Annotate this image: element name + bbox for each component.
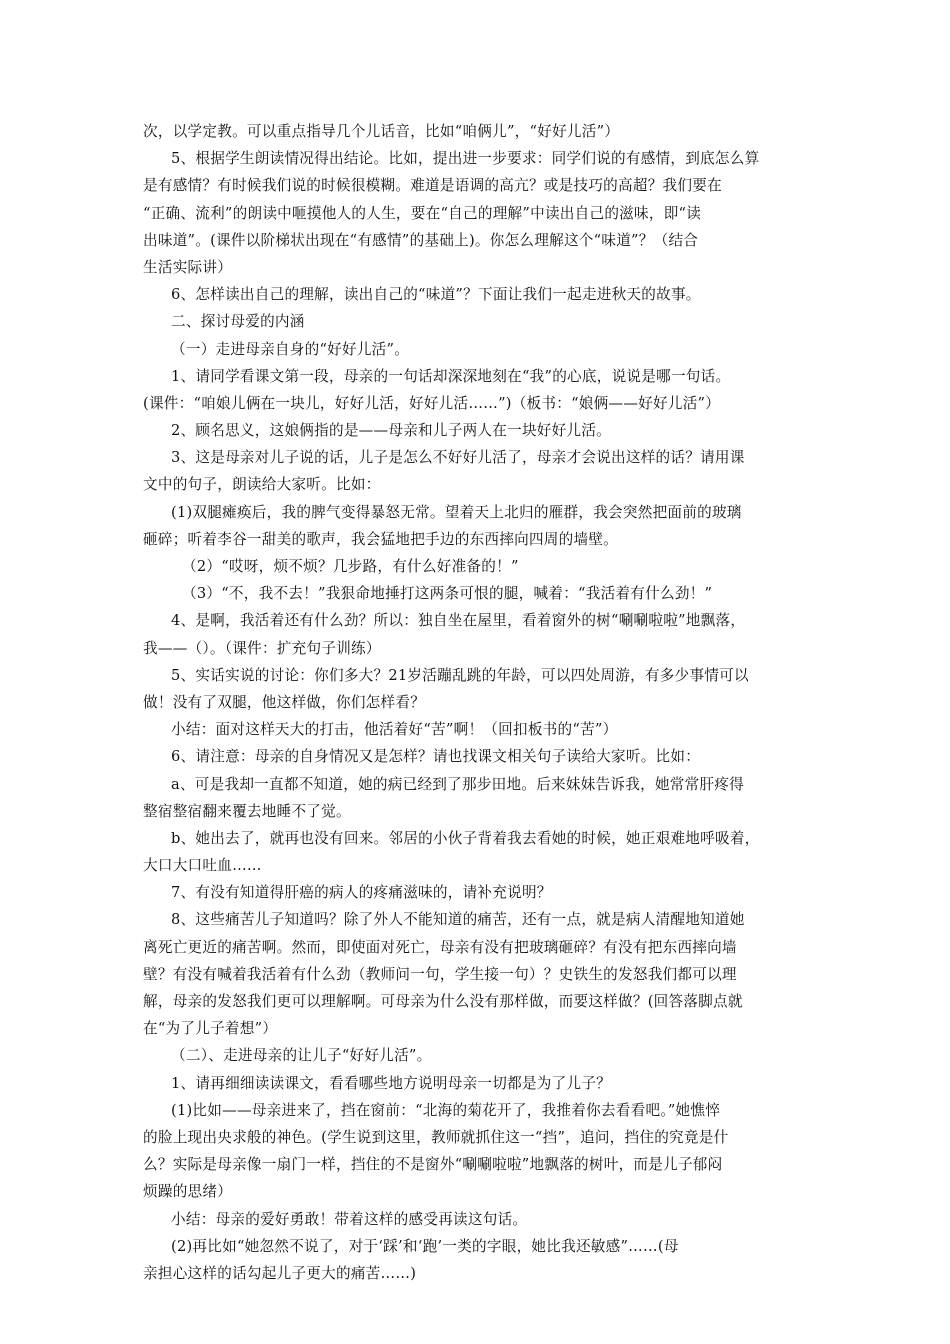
text-line: 3、这是母亲对儿子说的话，儿子是怎么不好好儿活了，母亲才会说出这样的话？请用课 <box>171 449 745 467</box>
text-line: 小结：母亲的爱好勇敢！带着这样的感受再读这句话。 <box>171 1210 528 1228</box>
text-line: 6、怎样读出自己的理解，读出自己的“味道”？下面让我们一起走进秋天的故事。 <box>171 286 701 304</box>
text-line: 在“为了儿子着想”） <box>143 1020 278 1038</box>
text-line: 大口大口吐血…… <box>143 857 262 875</box>
text-line: 解，母亲的发怒我们更可以理解啊。可母亲为什么没有那样做，而要这样做？(回答落脚点就 <box>143 993 743 1010</box>
text-line: （3）“不，我不去！”我狠命地捶打这两条可恨的腿，喊着：“我活着有什么劲！” <box>182 585 713 603</box>
text-line: 离死亡更近的痛苦啊。然而，即使面对死亡，母亲有没有把玻璃砸碎？有没有把东西摔向墙 <box>143 938 737 956</box>
text-line: 7、有没有知道得肝癌的病人的疼痛滋味的，请补充说明？ <box>171 884 552 902</box>
text-line: 整宿整宿翻来覆去地睡不了觉。 <box>143 802 351 820</box>
text-line: 6、请注意：母亲的自身情况又是怎样？请也找课文相关句子读给大家听。比如： <box>171 748 701 766</box>
text-line: (课件：“咱娘儿俩在一块儿，好好儿活，好好儿活……”)（板书：“娘俩——好好儿活”） <box>143 394 721 412</box>
text-line: 出味道”。(课件以阶梯状出现在“有感情”的基础上)。你怎么理解这个“味道”？（结合 <box>143 231 699 249</box>
text-line: 文中的句子，朗读给大家听。比如： <box>143 476 381 494</box>
text-line: a、可是我却一直都不知道，她的病已经到了那步田地。后来妹妹告诉我，她常常肝疼得 <box>171 775 745 793</box>
text-line: 8、这些痛苦儿子知道吗？除了外人不能知道的痛苦，还有一点，就是病人清醒地知道她 <box>171 911 745 929</box>
text-line: (1)双腿瘫痪后，我的脾气变得暴怒无常。望着天上北归的雁群，我会突然把面前的玻璃 <box>171 503 742 521</box>
text-line: 小结：面对这样天大的打击，他活着好“苦”啊！（回扣板书的“苦”） <box>171 721 618 739</box>
text-line: 次，以学定教。可以重点指导几个儿话音，比如“咱俩儿”，“好好儿活”） <box>143 123 620 140</box>
document-body <box>143 118 809 1287</box>
text-line: （一）走进母亲自身的“好好儿活”。 <box>171 340 410 358</box>
text-line: (2)再比如“她忽然不说了，对于‘踩’和‘跑’一类的字眼，她比我还敏感”……(母 <box>171 1237 679 1255</box>
text-line: （2）“哎呀，烦不烦？几步路，有什么好准备的！” <box>182 558 519 575</box>
text-line: 5、根据学生朗读情况得出结论。比如，提出进一步要求：同学们说的有感情，到底怎么算 <box>171 150 760 168</box>
text-line: 亲担心这样的话勾起儿子更大的痛苦……) <box>143 1264 417 1282</box>
text-line: 我——（）。（课件：扩充句子训练） <box>143 639 381 657</box>
text-line: 是有感情？有时候我们说的时候很模糊。难道是语调的高亢？或是技巧的高超？我们要在 <box>143 177 722 195</box>
text-line: 砸碎；听着李谷一甜美的歌声，我会猛地把手边的东西摔向四周的墙壁。 <box>143 530 619 548</box>
text-line: 二、探讨母爱的内涵 <box>171 313 305 331</box>
text-line: 5、实话实说的讨论：你们多大？21岁活蹦乱跳的年龄，可以四处周游，有多少事情可以 <box>171 666 749 684</box>
text-line: 壁？有没有喊着我活着有什么劲（教师问一句，学生接一句）？史铁生的发怒我们都可以理 <box>143 965 737 983</box>
text-line: 1、请再细细读读课文，看看哪些地方说明母亲一切都是为了儿子？ <box>171 1074 612 1092</box>
text-line: 烦躁的思绪） <box>143 1183 233 1201</box>
text-line: 么？实际是母亲像一扇门一样，挡住的不是窗外“唰唰啦啦”地飘落的树叶，而是儿子郁闷 <box>143 1156 723 1174</box>
text-line: “正确、流利”的朗读中咂摸他人的人生，要在“自己的理解”中读出自己的滋味，即“读 <box>143 204 702 222</box>
text-line: 2、顾名思义，这娘俩指的是——母亲和儿子两人在一块好好儿活。 <box>171 422 612 440</box>
text-line: b、她出去了，就再也没有回来。邻居的小伙子背着我去看她的时候，她正艰难地呼吸着， <box>171 829 760 847</box>
text-line: 做！没有了双腿，他这样做，你们怎样看？ <box>143 693 426 711</box>
text-line: 4、是啊，我活着还有什么劲？所以：独自坐在屋里，看着窗外的树“唰唰啦啦”地飘落， <box>171 612 746 630</box>
text-line: 1、请同学看课文第一段，母亲的一句话却深深地刻在“我”的心底，说说是哪一句话。 <box>171 367 731 385</box>
text-line: (1)比如——母亲进来了，挡在窗前：“北海的菊花开了，我推着你去看看吧。”她憔悴 <box>171 1101 721 1119</box>
text-line: 生活实际讲） <box>143 258 233 276</box>
text-line: （二）、走进母亲的让儿子“好好儿活”。 <box>171 1047 432 1065</box>
text-line: 的脸上现出央求般的神色。(学生说到这里，教师就抓住这一“挡”，追问，挡住的究竟是什 <box>143 1128 729 1146</box>
